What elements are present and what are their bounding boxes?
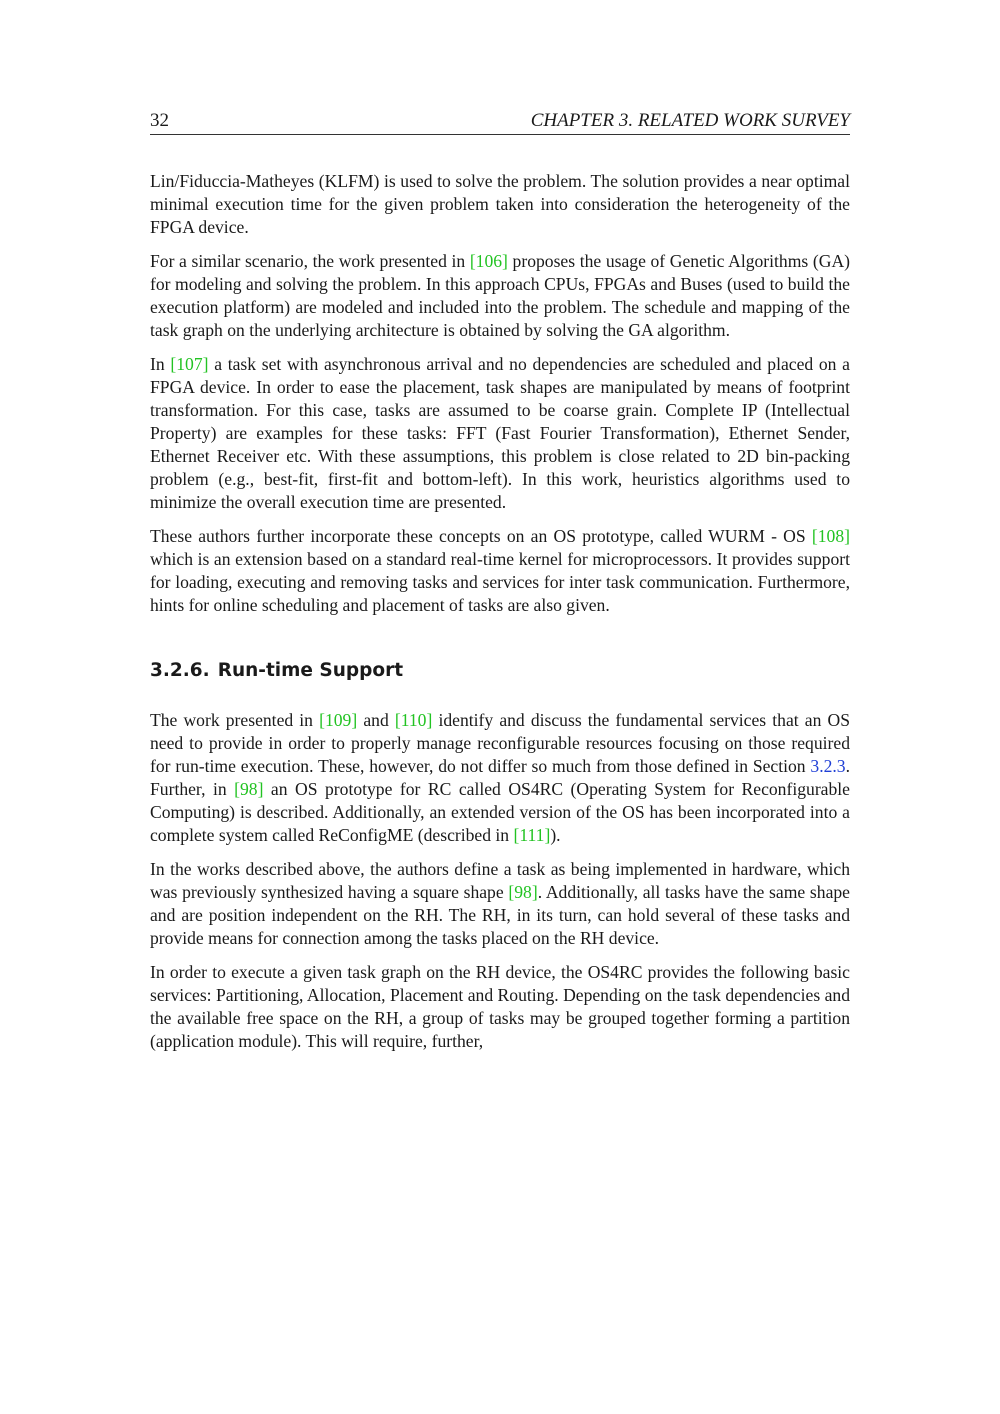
section-number: 3.2.6. <box>150 660 210 681</box>
page-number: 32 <box>150 110 169 131</box>
citation-link[interactable]: [108] <box>811 526 850 546</box>
section-title: Run-time Support <box>217 660 404 681</box>
body-text <box>150 170 850 1064</box>
citation-link[interactable]: [107] <box>170 354 209 374</box>
paragraph: In the works described above, the authors define a task as being implemented in hardware, which was previously synthesized having a square shape [98]. Additionally, all tasks have the same shape and are position independent on the RH. The RH, in its turn, can hold several of these tasks and provide means for connection among the tasks placed on the RH device. <box>150 859 850 948</box>
paragraph: In [107] a task set with asynchronous arrival and no dependencies are scheduled and placed on a FPGA device. In order to ease the placement, task shapes are manipulated by means of footprint transformation. For this case, tasks are assumed to be coarse grain. Complete IP (Intellectual Property) are examples for these tasks: FFT (Fast Fourier Transformation), Ethernet Sender, Ethernet Receiver etc. With these assumptions, this problem is close related to 2D bin-packing problem (e.g., best-fit, first-fit and bottom-left). In this work, heuristics algorithms used to minimize the overall execution time are presented. <box>150 354 850 512</box>
paragraph: The work presented in [109] and [110] identify and discuss the fundamental services that an OS need to provide in order to properly manage reconfigurable resources focusing on those required for run-time execution. These, however, do not differ so much from those defined in Section 3.2.3. Further, in [98] an OS prototype for RC called OS4RC (Operating System for Reconfigurable Computing) is described. Additionally, an extended version of the OS has been incorporated into a complete system called ReConfigME (described in [111]). <box>150 710 850 845</box>
citation-link[interactable]: [109] <box>319 710 358 730</box>
section-reference-link[interactable]: 3.2.3 <box>810 756 846 776</box>
citation-link[interactable]: [98] <box>234 779 264 799</box>
paragraph: For a similar scenario, the work presented in [106] proposes the usage of Genetic Algorithms (GA) for modeling and solving the problem. In this approach CPUs, FPGAs and Buses (used to build the execution platform) are modeled and included into the problem. The schedule and mapping of the task graph on the underlying architecture is obtained by solving the GA algorithm. <box>150 251 851 340</box>
citation-link[interactable]: [111] <box>513 825 551 845</box>
paragraph: In order to execute a given task graph on the RH device, the OS4RC provides the following basic services: Partitioning, Allocation, Placement and Routing. Depending on the task dependencies and the available free space on the RH, a group of tasks may be grouped together forming a partition (application module). This will require, further, <box>150 962 850 1051</box>
running-header <box>150 110 850 135</box>
citation-link[interactable]: [110] <box>394 710 433 730</box>
paragraph: These authors further incorporate these concepts on an OS prototype, called WURM - OS [108] which is an extension based on a standard real-time kernel for microprocessors. It provides support for loading, executing and removing tasks and services for inter task communication. Furthermore, hints for online scheduling and placement of tasks are also given. <box>150 526 850 615</box>
citation-link[interactable]: [106] <box>469 251 508 271</box>
chapter-title: CHAPTER 3. RELATED WORK SURVEY <box>530 110 850 131</box>
section-heading <box>150 659 850 683</box>
paragraph: Lin/Fiduccia-Matheyes (KLFM) is used to solve the problem. The solution provides a near optimal minimal execution time for the given problem taken into consideration the heterogeneity of the FPGA device. <box>150 171 850 237</box>
citation-link[interactable]: [98] <box>508 882 538 902</box>
